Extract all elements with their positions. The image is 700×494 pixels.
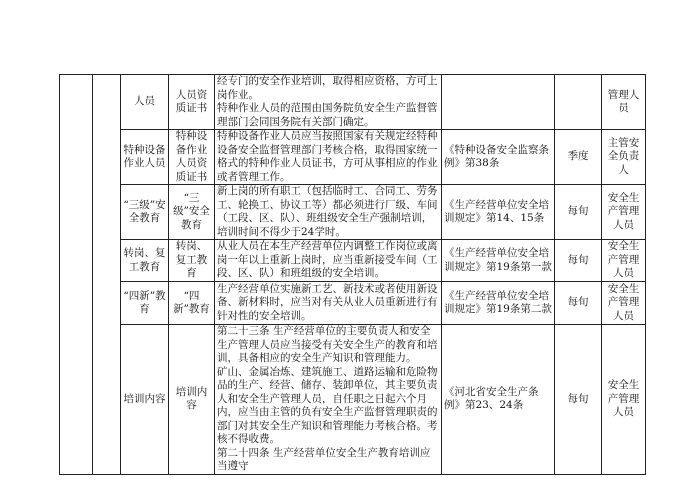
category-cell: 转岗、复工教育	[121, 240, 169, 282]
requirement-cell	[215, 282, 442, 325]
requirement-line: 生产经营单位实施新工艺、新技术或者使用新设备、新材料时，应当对有关从业人员重新进行有针对性的安全培训。	[217, 282, 438, 322]
frequency-cell: 季度	[555, 130, 602, 185]
basis-cell: 《生产经营单位安全培训规定》第19条第二款	[442, 282, 555, 325]
basis-cell: 《河北省安全生产条例》第23、24条	[442, 325, 555, 475]
frequency-cell: 每旬	[555, 240, 602, 282]
basis-cell: 《生产经营单位安全培训规定》第14、15条	[442, 185, 555, 240]
owner-cell: 安全生产管理人员	[602, 240, 646, 282]
item-cell: 人员资质证书	[169, 75, 215, 130]
requirement-line: 经专门的安全作业培训，取得相应资格，方可上岗作业。	[217, 75, 438, 101]
owner-cell: 安全生产管理人员	[602, 282, 646, 325]
requirement-cell	[215, 185, 442, 240]
requirement-line: 新上岗的所有职工（包括临时工、合同工、劳务工、轮换工、协议工等）都必须进行厂级、车间（工段、区、队）、班组级安全生产强制培训，培训时间不得少于24学时。	[217, 185, 438, 238]
owner-cell: 安全生产管理人员	[602, 185, 646, 240]
category-cell: “四新”教育	[121, 282, 169, 325]
requirement-cell	[215, 130, 442, 185]
requirement-line: 矿山、金属冶炼、建筑施工、道路运输和危险物品的生产、经营、储存、装卸单位，其主要负责人和安全生产管理人员，自任职之日起六个月内，应当由主管的负有安全生产监督管理职责的部门对其安全生产知识和管理能力考核合格。考核不得收费。	[217, 365, 438, 445]
basis-cell: 《特种设备安全监察条例》第38条	[442, 130, 555, 185]
table-row	[60, 240, 646, 282]
frequency-cell: 每旬	[555, 325, 602, 475]
item-cell: 转岗、复工教育	[169, 240, 215, 282]
category-cell: “三级”安全教育	[121, 185, 169, 240]
frequency-cell	[555, 75, 602, 130]
owner-cell: 主管安全负责人	[602, 130, 646, 185]
table-row	[60, 185, 646, 240]
frequency-cell: 每旬	[555, 185, 602, 240]
item-cell: “三级”安全教育	[169, 185, 215, 240]
requirement-cell	[215, 325, 442, 475]
requirement-line: 第二十三条 生产经营单位的主要负责人和安全生产管理人员应当接受有关安全生产的教育和培训，具备相应的安全生产知识和管理能力。	[217, 325, 438, 364]
requirement-line: 特种作业人员的范围由国务院负安全生产监督管理部门会同国务院有关部门确定。	[217, 102, 438, 128]
frequency-cell: 每旬	[555, 282, 602, 325]
requirement-cell	[215, 240, 442, 282]
requirement-line: 第二十四条 生产经营单位安全生产教育培训应当遵守	[217, 446, 431, 472]
basis-cell: 《生产经营单位安全培训规定》第19条第一款	[442, 240, 555, 282]
blank-col-1	[60, 75, 93, 475]
requirement-cell	[215, 75, 442, 130]
table-row	[60, 282, 646, 325]
requirement-line: 从业人员在本生产经营单位内调整工作岗位或离岗一年以上重新上岗时，应当重新接受车间（工段、区、队）和班组级的安全培训。	[217, 240, 438, 280]
owner-cell: 管理人员	[602, 75, 646, 130]
category-cell: 人员	[121, 75, 169, 130]
table-row	[60, 325, 646, 475]
requirement-line: 特种设备作业人员应当按照国家有关规定经特种设备安全监督管理部门考核合格，取得国家统一格式的特种作业人员证书，方可从事相应的作业或者管理工作。	[217, 130, 438, 183]
table-row	[60, 75, 646, 130]
owner-cell: 安全生产管理人员	[602, 325, 646, 475]
item-cell: “四新”教育	[169, 282, 215, 325]
category-cell: 培训内容	[121, 325, 169, 475]
category-cell: 特种设备作业人员	[121, 130, 169, 185]
safety-training-table	[59, 74, 646, 475]
item-cell: 培训内容	[169, 325, 215, 475]
basis-cell	[442, 75, 555, 130]
blank-col-2	[93, 75, 121, 475]
item-cell: 特种设备作业人员资质证书	[169, 130, 215, 185]
table-row	[60, 130, 646, 185]
